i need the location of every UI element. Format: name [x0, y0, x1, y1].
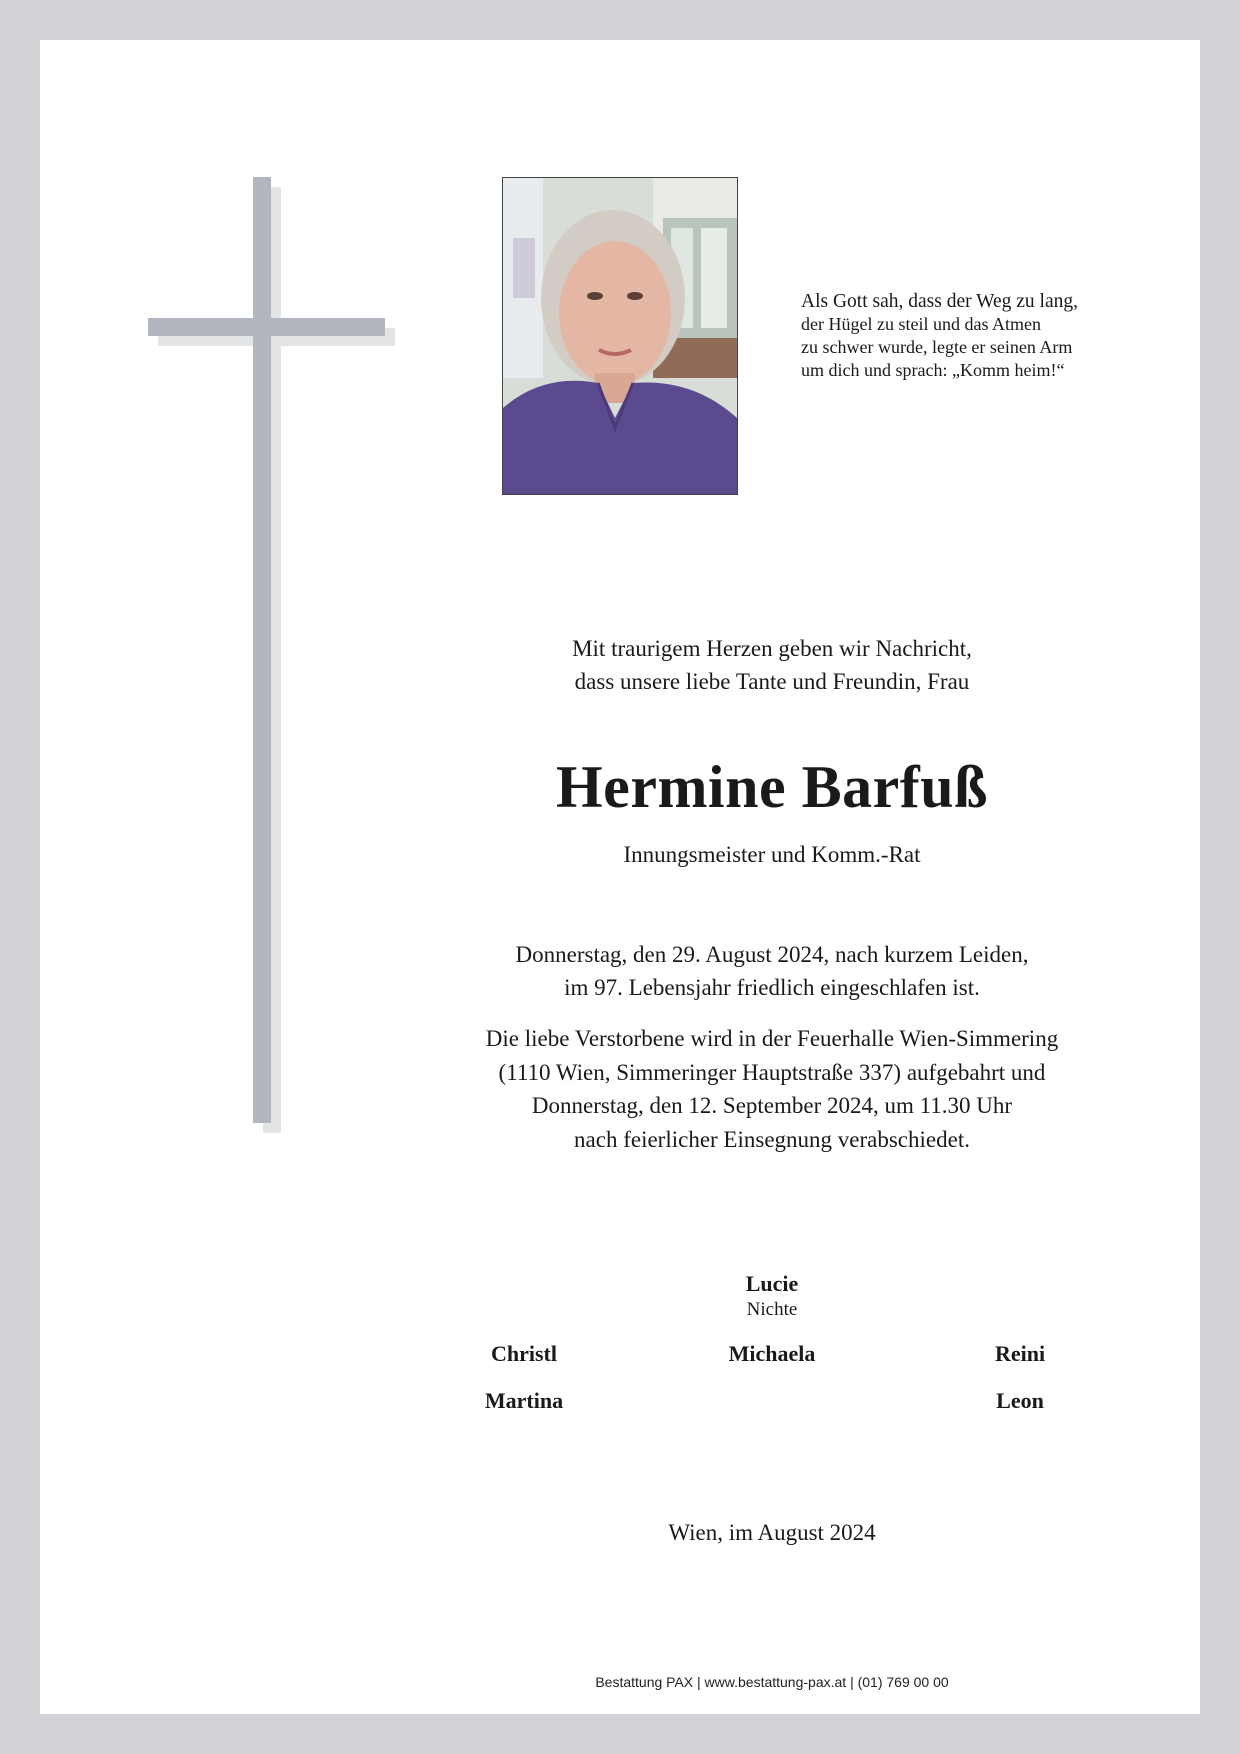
passing-line: Donnerstag, den 29. August 2024, nach kurzem Leiden, [515, 942, 1029, 967]
passing-line: im 97. Lebensjahr friedlich eingeschlafen ist. [564, 975, 980, 1000]
mourner-michaela [662, 1340, 882, 1368]
funeral-text [372, 1022, 1172, 1156]
intro-line: dass unsere liebe Tante und Freundin, Frau [574, 669, 970, 694]
portrait-illustration [503, 178, 737, 494]
funeral-line: Die liebe Verstorbene wird in der Feuerhalle Wien-Simmering [485, 1026, 1059, 1051]
mourner-name: Martina [484, 1388, 564, 1413]
poem-line: der Hügel zu steil und das Atmen [801, 314, 1041, 334]
passing-text [372, 938, 1172, 1004]
poem [801, 290, 1181, 382]
mourner-reini [910, 1340, 1130, 1368]
mourner-name: Lucie [745, 1271, 799, 1296]
funeral-line: Donnerstag, den 12. September 2024, um 11.30 Uhr [531, 1093, 1013, 1118]
funeral-line: (1110 Wien, Simmeringer Hauptstraße 337) aufgebahrt und [498, 1059, 1046, 1085]
footer-contact: Bestattung PAX | www.bestattung-pax.at | (01) 769 00 00 [595, 1674, 949, 1690]
mourner-role: Nichte [746, 1299, 798, 1320]
poem-line: zu schwer wurde, legte er seinen Arm [801, 337, 1073, 357]
poem-line: Als Gott sah, dass der Weg zu lang, [801, 291, 1078, 312]
mourner-name: Leon [996, 1388, 1044, 1413]
cross-icon-horizontal-bar [148, 318, 385, 336]
portrait-photo [502, 177, 738, 495]
mourner-leon [910, 1387, 1130, 1415]
mourner-name: Michaela [728, 1341, 816, 1366]
deceased-name: Hermine Barfuß [556, 754, 988, 820]
poem-line: um dich und sprach: „Komm heim!“ [801, 360, 1065, 380]
intro-line: Mit traurigem Herzen geben wir Nachricht, [572, 636, 972, 661]
mourner-name: Christl [491, 1341, 557, 1366]
mourner-christl [414, 1340, 634, 1368]
deceased-title: Innungsmeister und Komm.-Rat [623, 842, 921, 867]
mourner-name: Reini [994, 1341, 1046, 1366]
mourner-martina [414, 1387, 634, 1415]
place-date: Wien, im August 2024 [668, 1520, 876, 1545]
mourner-lucie [662, 1270, 882, 1322]
intro-text [372, 632, 1172, 698]
obituary-card [40, 40, 1200, 1714]
funeral-line: nach feierlicher Einsegnung verabschiedet. [574, 1126, 970, 1152]
